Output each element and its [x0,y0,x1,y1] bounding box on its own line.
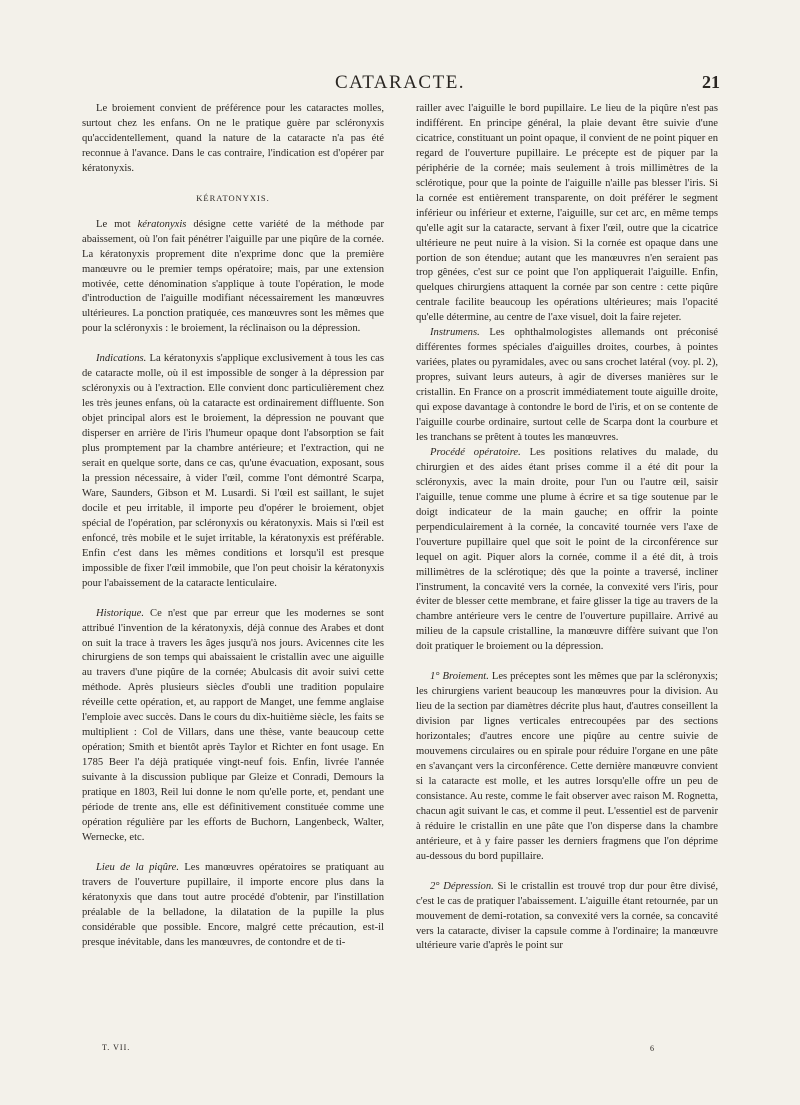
paragraph: Le broiement convient de préférence pour les cataractes molles, surtout chez les enfans. On ne le pratique guère par scléronyxis qu'accidentellement, quand la nature de la cataracte n'a pas été reconnue à l'avance. Dans le cas contraire, l'indication est d'opérer par kératonyxis. [82,103,384,174]
paragraph: railler avec l'aiguille le bord pupillaire. Le lieu de la piqûre n'est pas indifférent. En principe général, la plaie devant être suivie d'une cicatrice, constituant un point opaque, il convient de ne point piquer en regard de l'ouverture pupillaire. Le précepte est de piquer par la périphérie de la cornée; mais seulement à trois millimètres de la sclérotique, pour que la pointe de l'aiguille n'aille pas blesser l'iris. Si la cornée est entièrement transparente, on doit préférer le segment inférieur ou inférieur et externe, l'aiguille, sur cet arc, en même temps qu'elle agit sur la cataracte, servant à fixer l'œil, outre que la cicatrice ultérieure ne peut nuire à la vision. Si la cornée est opaque dans une portion de son étendue; autant que les manœuvres n'en seraient pas trop gênées, c'est sur ce point que l'on appliquerait l'aiguille. Enfin, quelques chirurgiens attaquent la cornée par son centre : cette piqûre centrale facilite beaucoup les opérations ultérieures; mais l'opacité qu'elle détermine, au centre de l'axe visuel, doit la faire rejeter. [416,103,718,324]
italic-label: Historique. [96,607,144,619]
volume-signature: T. VII. [102,1043,131,1052]
running-title: CATARACTE. [334,72,466,93]
paragraph [416,446,718,655]
left-column [82,102,384,951]
italic-label: 1° Broiement. [430,671,489,683]
text-run: désigne cette variété de la méthode par abaissement, où l'on fait pénétrer l'aiguille par une piqûre de la cornée. La kératonyxis proprement dite n'exprime donc que la première manœuvre ou le premier temps opératoire; mais, par une extension motivée, cette dénomination s'applique à toute l'opération, le mode d'introduction de l'aiguille modifiant nécessairement les manœuvres ultérieures. La ponction pratiquée, ces manœuvres sont les mêmes que pour la scléronyxis : le broiement, la réclinaison ou la dépression. [82,218,385,335]
text-run: Les préceptes sont les mêmes que par la scléronyxis; les chirurgiens varient beaucoup les manœuvres pour la division. Au lieu de la section par diamètres décrite plus haut, d'autres conseillent la division par lignes verticales entrecoupées par des sections horizontales; d'autres encore une piqûre au centre suivie de mouvemens circulaires ou en spirale pour réduire l'organe en une pâte en s'avançant vers la circonférence. Cette dernière manœuvre convient si la cataracte est molle, et les autres lorsqu'elle offre un peu de consistance. Au reste, comme le fait observer avec raison M. Rognetta, chacun agit suivant le cas, et comme il peut. L'essentiel est de parvenir à réduire le cristallin en une pâte que l'on disperse dans la chambre antérieure, et à y faire passer les derniers fragmens que l'on déprime au-dessous du bord pupillaire. [416,671,718,862]
text-run: Le mot [96,218,138,230]
sheet-signature: 6 [650,1044,654,1053]
italic-term: kératonyxis [137,218,187,230]
running-head [80,72,720,96]
text-run: Si le cristallin est trouvé trop dur pour être divisé, c'est le cas de pratiquer l'abaissement. L'aiguille étant retournée, par un mouvement de demi-rotation, sa convexité vers la cornée, sa concavité vers la cataracte, diviser la capsule comme à l'ordinaire; la manœuvre ultérieure varie d'après le point sur [416,880,718,952]
page-number: 21 [702,72,720,92]
paragraph [82,218,384,338]
paragraph [416,880,718,955]
right-column [416,102,718,954]
text-run: La kératonyxis s'applique exclusivement à tous les cas de cataracte molle, où il est impossible de songer à la dépression par scléronyxis ou à l'extraction. Elle convient donc particulièrement chez les très jeunes enfans, où la cataracte est ordinairement diffluente. Son objet principal alors est le broiement, la dépression ne pouvant que disperser en arrière de l'iris l'humeur opaque dont l'absorption se fait plus promptement par la chambre antérieure; et l'extraction, qui ne serait en quelque sorte, dans ce cas, qu'une évacuation, exposant, sous la pression nécessaire, à vider l'œil, comme l'ont démontré Scarpa, Ware, Saunders, Gibson et M. Lusardi. Si l'œil est saillant, le sujet docile et peu irritable, il importe peu d'opérer le broiement, objet spécial de l'opération, par scléronyxis ou kératonyxis. Mais si l'œil est enfoncé, très mobile et le sujet irritable, la kératonyxis est préférable. Enfin c'est dans les mêmes conditions et lorsqu'il est presque impossible de fixer l'œil immobile, que l'on peut choisir la kératonyxis pour l'abaissement de la cataracte lenticulaire. [82,353,384,589]
section-heading: KÉRATONYXIS. [196,192,270,203]
text-run: Les ophthalmologistes allemands ont préconisé différentes formes spéciales d'aiguilles droites, courbes, à pointes variées, plates ou pyramidales, avec ou sans crochet latéral (voy. pl. 2), propres, suivant leurs auteurs, à agir de diverses manières sur le cristallin. En France on a proscrit immédiatement toute aiguille droite, qui expose davantage à contondre le bord de l'iris, et on se contente de l'aiguille courbe ordinaire, surtout celle de Scarpa dont la courbure et les tranchans se prêtent à toutes les manœuvres. [416,327,718,443]
italic-label: Procédé opératoire. [430,446,521,458]
paragraph [82,861,384,951]
text-run: Les manœuvres opératoires se pratiquant au travers de l'ouverture pupillaire, il importe encore plus dans la kératonyxis que dans tout autre procédé d'obtenir, par l'instillation préalable de la belladone, la dilatation de la pupille la plus considérable que possible. Encore, malgré cette précaution, est-il presque inévitable, dans les manœuvres, de contondre et de ti- [82,861,384,948]
text-run: Ce n'est que par erreur que les modernes se sont attribué l'invention de la kératonyxis, déjà connue des Arabes et dont on suit la trace à travers les âges jusqu'à nos jours. Avicennes cite les chirurgiens de son temps qui abaissaient le cristallin avec une aiguille au travers d'une piqûre de la cornée; Abulcasis dit avoir suivi cette méthode. Après plusieurs siècles d'oubli une tradition populaire réveille cette opération, et, au rapport de Manget, une femme anglaise l'emploie avec succès. Dans le cours du dix-huitième siècle, les faits se multiplient : Col de Villars, dans une thèse, vante beaucoup cette opération; Smith et bientôt après Taylor et Richter en font usage. En 1785 Beer l'a déjà pratiquée vingt-neuf fois. Enfin, livrée l'année suivante à la discussion publique par Gleize et Conradi, Demours la pratique en 1803, Reil lui donne le nom qu'elle porte, et, pendant une période de trente ans, elle est définitivement constituée comme une opération régulière par les efforts de Buchorn, Langenbeck, Walter, Wernecke, etc. [82,607,384,843]
italic-label: Indications. [96,353,147,365]
italic-label: Instrumens. [430,327,480,339]
italic-label: Lieu de la piqûre. [96,861,179,873]
paragraph [82,352,384,591]
italic-label: 2° Dépression. [430,880,494,892]
paragraph [82,607,384,846]
paragraph [416,670,718,864]
paragraph [416,326,718,446]
text-run: Les positions relatives du malade, du chirurgien et des aides étant prises comme il a été dit pour la scléronyxis, avec la main droite, pour l'un ou l'autre œil, saisir l'aiguille, tenue comme une plume à écrire et sa tige soutenue par le doigt indicateur de la main gauche; en offrir la pointe perpendiculairement à la cornée, la concavité tournée vers l'axe de l'ouverture pupillaire quel que soit le point de la circonférence sur lequel on agit. Piquer alors la cornée, comme il a été dit, à trois millimètres de la sclérotique; dès que la pointe a traversé, incliner l'instrument, la concavité vers la cornée, la convexité vers l'iris, pour éviter de blesser cette membrane, et faire glisser la tige au travers de la chambre antérieure vers le centre de l'ouverture pupillaire. Arrivé au milieu de la capsule cristalline, la manœuvre diffère suivant que l'on doit pratiquer le broiement ou la dépression. [416,446,718,653]
